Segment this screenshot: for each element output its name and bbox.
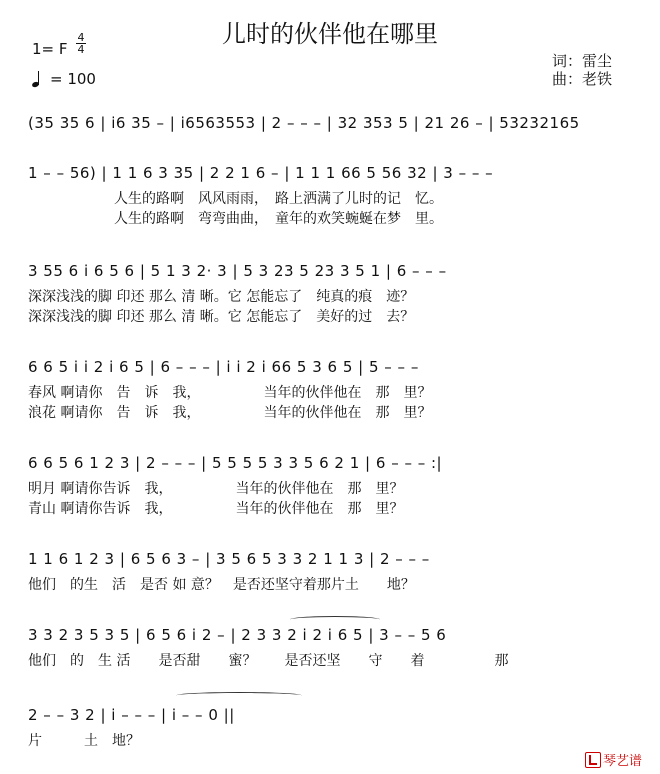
time-signature-bottom: 4 xyxy=(77,43,85,56)
score-line-5 xyxy=(28,454,642,524)
lyricist-credit: 词：雷尘 xyxy=(552,52,613,70)
tempo-marking xyxy=(32,70,96,88)
score-line-3 xyxy=(28,262,642,332)
notation-line: 1 1 6 1 2 3 | 6 5 6 3 – | 3 5 6 5 3 3 2 1 1 3 | 2 – – – xyxy=(28,550,430,568)
lyric-verse-1: 他们 的生 活 是否 如 意？ 是否还坚守着那片土 地？ xyxy=(28,577,415,593)
score-line-6 xyxy=(28,550,642,600)
notation-line: 3 55 6 i 6 5 6 | 5 1 3 2· 3 | 5 3 23 5 23 3 5 1 | 6 – – – xyxy=(28,262,447,280)
score-line-2 xyxy=(28,164,642,234)
lyric-verse-1: 明月 啊请你告诉 我， 当年的伙伴他在 那 里？ xyxy=(28,481,404,497)
lyric-verse-2: 青山 啊请你告诉 我， 当年的伙伴他在 那 里？ xyxy=(28,501,404,517)
lyric-verse-2: 浪花 啊请你 告 诉 我， 当年的伙伴他在 那 里？ xyxy=(28,405,432,421)
time-signature xyxy=(76,32,86,55)
score-line-7 xyxy=(28,626,642,676)
lyric-verse-2: 人生的路啊 弯弯曲曲， 童年的欢笑蜿蜒在梦 里。 xyxy=(114,211,443,227)
watermark-logo xyxy=(585,750,642,769)
lyric-verse-1: 片 土 地？ xyxy=(28,733,140,749)
lyric-verse-1: 人生的路啊 风风雨雨， 路上洒满了儿时的记 忆。 xyxy=(114,191,443,207)
quarter-note-icon xyxy=(32,71,42,87)
score-line-4 xyxy=(28,358,642,428)
score-line-8 xyxy=(28,706,642,756)
composer-credit: 曲：老铁 xyxy=(552,70,613,88)
notation-line: 3 3 2 3 5 3 5 | 6 5 6 i 2 – | 2 3 3 2 i 2 i 6 5 | 3 – – 5 6 xyxy=(28,626,447,644)
score-line-1 xyxy=(28,114,642,138)
tie-mark xyxy=(176,692,302,699)
slur-mark xyxy=(290,616,380,623)
notation-line: 1 – – 56) | 1 1 6 3 35 | 2 2 1 6 – | 1 1 1 66 5 56 32 | 3 – – – xyxy=(28,164,494,182)
song-title: 儿时的伙伴他在哪里 xyxy=(222,20,438,48)
time-signature-top: 4 xyxy=(77,31,85,44)
lyric-verse-1: 他们 的 生 活 是否甜 蜜？ 是否还坚 守 着 那 xyxy=(28,653,509,669)
watermark-text: 琴艺谱 xyxy=(603,754,643,769)
tempo-value: = 100 xyxy=(50,70,96,88)
key-signature: 1= F xyxy=(32,40,68,58)
lyric-verse-1: 春风 啊请你 告 诉 我， 当年的伙伴他在 那 里？ xyxy=(28,385,432,401)
notation-line: 6 6 5 i i 2 i 6 5 | 6 – – – | i i 2 i 66 5 3 6 5 | 5 – – – xyxy=(28,358,419,376)
notation-line: 6 6 5 6 1 2 3 | 2 – – – | 5 5 5 5 3 3 5 6 2 1 | 6 – – – :| xyxy=(28,454,443,472)
qinyipu-logo-icon xyxy=(585,752,601,768)
lyric-verse-2: 深深浅浅的脚 印还 那么 清 晰。它 怎能忘了 美好的过 去？ xyxy=(28,309,415,325)
lyric-verse-1: 深深浅浅的脚 印还 那么 清 晰。它 怎能忘了 纯真的痕 迹？ xyxy=(28,289,415,305)
notation-line: 2 – – 3 2 | i – – – | i – – 0 || xyxy=(28,706,235,724)
notation-line: (35 35 6 | i6 35 – | i6563553 | 2 – – – | 32 353 5 | 21 26 – | 53232165 xyxy=(28,114,580,132)
